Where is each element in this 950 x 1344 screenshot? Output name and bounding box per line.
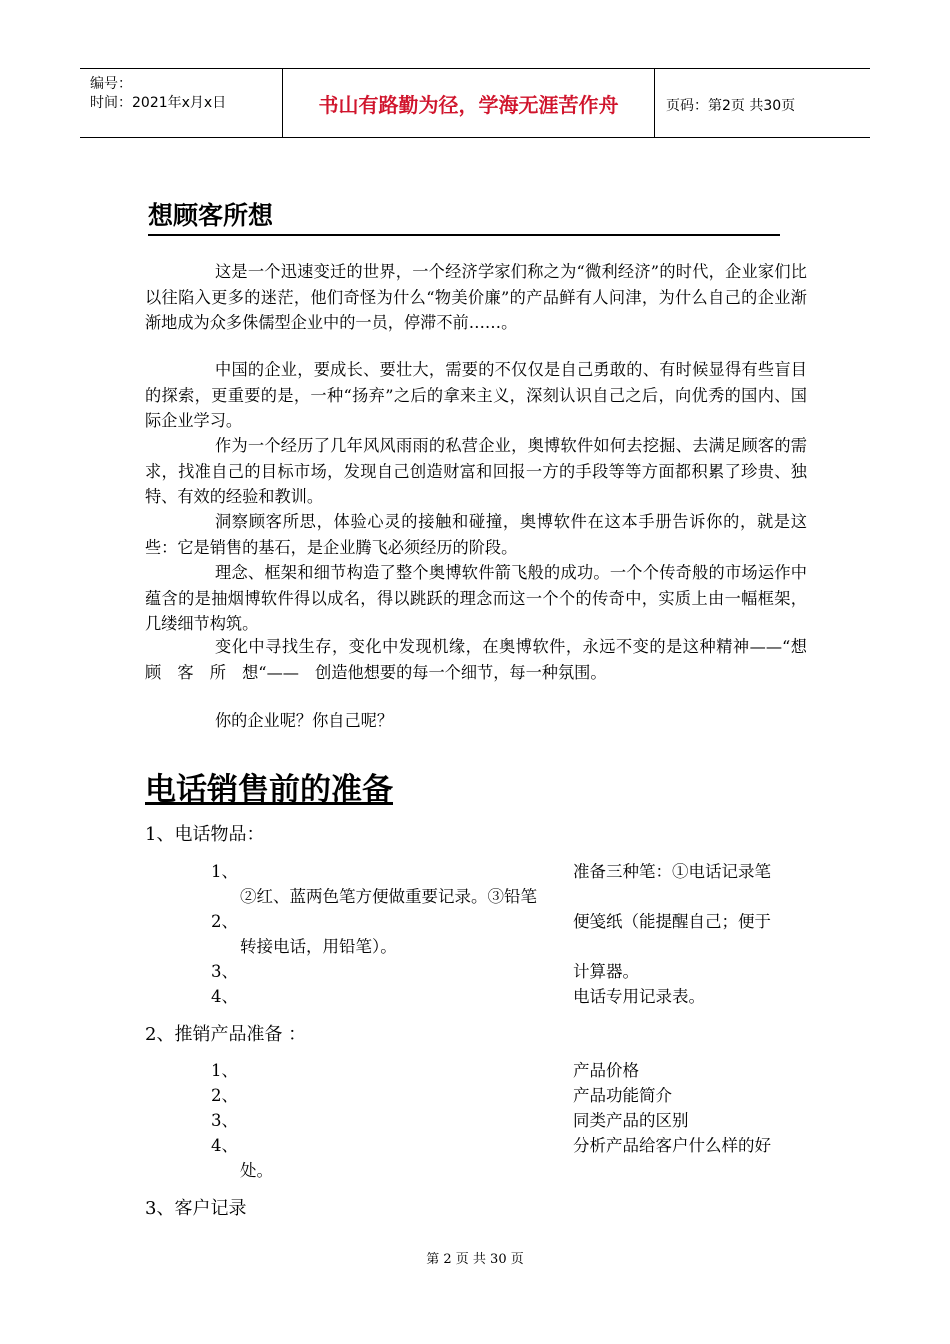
item-text: 便笺纸（能提醒自己；便于 — [573, 912, 771, 931]
item-text: 产品功能简介 — [573, 1086, 672, 1105]
item-text: 产品价格 — [573, 1061, 639, 1080]
paragraph: 这是一个迅速变迁的世界，一个经济学家们称之为“微利经济”的时代，企业家们比以往陷入更多的迷茫，他们奇怪为什么“物美价廉”的产品鲜有人问津，为什么自己的企业渐渐地成为众多侏儒型企业中的一员，停滞不前……。 — [145, 262, 807, 332]
item-text: 计算器。 — [573, 962, 639, 981]
item-text: 电话专用记录表。 — [573, 987, 705, 1006]
sub2-heading: 2、推销产品准备 ： — [145, 1024, 307, 1045]
item-number: 2、 — [211, 1086, 238, 1105]
item-number: 2、 — [211, 912, 238, 931]
time-label: 时间：2021年x月x日 — [90, 95, 227, 111]
paragraph: 作为一个经历了几年风风雨雨的私营企业，奥博软件如何去挖掘、去满足顾客的需求，找准自己的目标市场，发现自己创造财富和回报一方的手段等等方面都积累了珍贵、独特、有效的经验和教训。 — [145, 436, 807, 506]
item-text: 同类产品的区别 — [573, 1111, 689, 1130]
paragraph: 洞察顾客所思，体验心灵的接触和碰撞，奥博软件在这本手册告诉你的，就是这些：它是销售的基石，是企业腾飞必须经历的阶段。 — [145, 512, 807, 557]
sub3-heading: 3、客户记录 — [145, 1198, 247, 1219]
item-number: 4、 — [211, 987, 238, 1006]
item-number: 1、 — [211, 1061, 238, 1080]
header-meta — [80, 69, 283, 137]
item-continuation: ②红、蓝两色笔方便做重要记录。③铅笔 — [240, 887, 537, 906]
item-number: 1、 — [211, 862, 238, 881]
paragraph: 变化中寻找生存，变化中发现机缘，在奥博软件，永远不变的是这种精神——“想 顾 客 所 想“—— 创造他想要的每一个细节，每一种氛围。 — [145, 637, 824, 682]
paragraph: 中国的企业，要成长、要壮大，需要的不仅仅是自己勇敢的、有时候显得有些盲目的探索，更重要的是，一种“扬弃”之后的拿来主义，深刻认识自己之后，向优秀的国内、国际企业学习。 — [145, 360, 807, 430]
page-header — [80, 68, 870, 138]
item-number: 3、 — [211, 962, 238, 981]
header-motto: 书山有路勤为径，学海无涯苦作舟 — [283, 69, 655, 137]
item-text: 分析产品给客户什么样的好 — [573, 1136, 771, 1155]
item-number: 3、 — [211, 1111, 238, 1130]
item-continuation: 处。 — [240, 1161, 273, 1180]
header-page-info: 页码：第2页 共30页 — [666, 98, 796, 114]
number-label: 编号： — [90, 76, 132, 92]
paragraph: 你的企业呢？你自己呢？ — [215, 711, 394, 730]
sub1-heading: 1、电话物品： — [145, 824, 265, 845]
item-number: 4、 — [211, 1136, 238, 1155]
section2-title: 电话销售前的准备 — [145, 772, 393, 808]
item-text: 准备三种笔：①电话记录笔 — [573, 862, 771, 881]
item-continuation: 转接电话，用铅笔）。 — [240, 937, 397, 956]
page-footer: 第 2 页 共 30 页 — [426, 1252, 524, 1267]
paragraph: 理念、框架和细节构造了整个奥博软件箭飞般的成功。一个个传奇般的市场运作中蕴含的是抽烟博软件得以成名，得以跳跃的理念而这一个个的传奇中，实质上由一幅框架，几缕细节构筑。 — [145, 563, 807, 633]
section1-title: 想顾客所想 — [148, 196, 780, 236]
